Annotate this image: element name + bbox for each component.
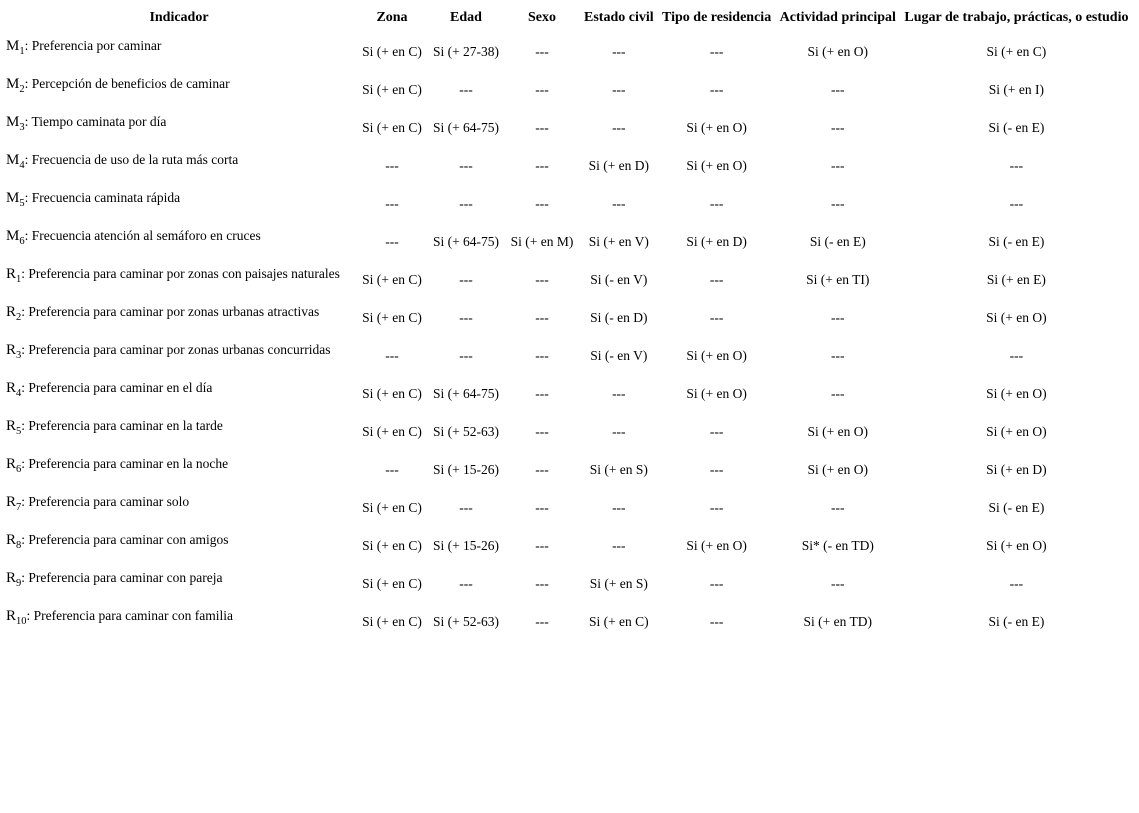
- cell-actividad-principal: Si (+ en O): [807, 424, 869, 439]
- indicator-subscript: 9: [16, 578, 22, 589]
- cell-zona: Si (+ en C): [362, 424, 422, 439]
- cell-tipo-residencia: Si (+ en O): [686, 120, 747, 135]
- indicator-code: M: [6, 190, 20, 206]
- cell-lugar-trabajo: Si (- en E): [988, 120, 1045, 135]
- cell-zona: Si (+ en C): [362, 538, 422, 553]
- indicator-cell: [3, 109, 355, 147]
- indicator-subscript: 7: [16, 502, 22, 513]
- indicator-subscript: 1: [19, 46, 25, 57]
- cell-tipo-residencia: Si (+ en O): [686, 386, 747, 401]
- indicator-cell: [3, 299, 355, 337]
- cell-edad: Si (+ 64-75): [432, 386, 500, 401]
- indicator-subscript: 4: [19, 160, 25, 171]
- cell-actividad-principal: ---: [831, 348, 845, 363]
- table-row: [3, 413, 1134, 451]
- cell-zona: Si (+ en C): [362, 82, 422, 97]
- indicator-cell: [3, 261, 355, 299]
- cell-estado-civil: Si (+ en D): [588, 158, 650, 173]
- table-row: [3, 33, 1134, 71]
- cell-lugar-trabajo: Si (+ en O): [986, 538, 1047, 553]
- cell-tipo-residencia: ---: [709, 614, 724, 629]
- indicator-subscript: 8: [16, 540, 22, 551]
- cell-lugar-trabajo: ---: [1009, 348, 1024, 363]
- cell-estado-civil: Si (+ en S): [589, 462, 648, 477]
- table-row: [3, 261, 1134, 299]
- table-row: [3, 299, 1134, 337]
- cell-edad: Si (+ 15-26): [432, 538, 500, 553]
- cell-actividad-principal: Si (+ en O): [807, 462, 869, 477]
- cell-edad: ---: [459, 576, 473, 591]
- table-row: [3, 109, 1134, 147]
- table-row: [3, 527, 1134, 565]
- cell-zona: Si (+ en C): [362, 310, 422, 325]
- table-row: [3, 223, 1134, 261]
- cell-sexo: ---: [535, 500, 549, 515]
- indicator-description: : Preferencia para caminar por zonas urbanas concurridas: [21, 342, 331, 357]
- cell-estado-civil: Si (+ en V): [588, 234, 649, 249]
- header-edad: Edad: [450, 10, 482, 25]
- cell-edad: Si (+ 27-38): [432, 44, 500, 59]
- indicator-subscript: 2: [19, 84, 25, 95]
- cell-edad: ---: [459, 272, 473, 287]
- cell-sexo: ---: [535, 310, 549, 325]
- cell-actividad-principal: Si (+ en TD): [803, 614, 873, 629]
- indicator-code: R: [6, 342, 17, 358]
- cell-estado-civil: Si (- en V): [590, 348, 648, 363]
- table-body: [3, 33, 1134, 641]
- cell-actividad-principal: ---: [831, 500, 845, 515]
- cell-zona: Si (+ en C): [362, 272, 422, 287]
- indicator-subscript: 1: [16, 274, 22, 285]
- cell-sexo: ---: [535, 538, 549, 553]
- cell-zona: Si (+ en C): [362, 500, 422, 515]
- indicator-cell: [3, 451, 355, 489]
- indicator-cell: [3, 603, 355, 641]
- header-lugar-trabajo: Lugar de trabajo, prácticas, o estudio: [904, 10, 1129, 25]
- indicator-cell: [3, 413, 355, 451]
- indicator-subscript: 6: [16, 464, 22, 475]
- indicator-description: : Frecuencia caminata rápida: [24, 190, 181, 205]
- cell-estado-civil: ---: [612, 538, 626, 553]
- indicator-subscript: 4: [16, 388, 22, 399]
- table-row: [3, 147, 1134, 185]
- cell-zona: ---: [385, 462, 399, 477]
- table-row: [3, 375, 1134, 413]
- cell-lugar-trabajo: ---: [1009, 196, 1024, 211]
- cell-actividad-principal: ---: [831, 310, 845, 325]
- cell-zona: Si (+ en C): [362, 386, 422, 401]
- cell-lugar-trabajo: Si (+ en E): [986, 272, 1046, 287]
- cell-estado-civil: ---: [612, 386, 626, 401]
- indicator-subscript: 3: [16, 350, 22, 361]
- cell-estado-civil: Si (+ en C): [588, 614, 649, 629]
- indicator-cell: [3, 223, 355, 261]
- cell-sexo: ---: [535, 614, 549, 629]
- cell-tipo-residencia: ---: [709, 462, 724, 477]
- indicator-cell: [3, 185, 355, 223]
- cell-sexo: ---: [535, 386, 549, 401]
- cell-tipo-residencia: Si (+ en D): [686, 234, 747, 249]
- cell-tipo-residencia: Si (+ en O): [686, 538, 747, 553]
- cell-zona: Si (+ en C): [362, 44, 422, 59]
- cell-sexo: ---: [535, 576, 549, 591]
- cell-actividad-principal: ---: [831, 196, 845, 211]
- cell-edad: Si (+ 64-75): [432, 120, 500, 135]
- cell-sexo: ---: [535, 348, 549, 363]
- cell-edad: ---: [459, 158, 473, 173]
- cell-edad: Si (+ 52-63): [432, 614, 500, 629]
- cell-sexo: ---: [535, 424, 549, 439]
- indicator-description: : Preferencia para caminar por zonas con paisajes naturales: [21, 266, 340, 281]
- cell-edad: Si (+ 15-26): [432, 462, 500, 477]
- cell-actividad-principal: ---: [831, 82, 845, 97]
- cell-tipo-residencia: ---: [709, 272, 724, 287]
- indicator-code: R: [6, 494, 17, 510]
- cell-estado-civil: ---: [612, 196, 626, 211]
- cell-actividad-principal: Si (+ en TI): [806, 272, 870, 287]
- cell-edad: ---: [459, 348, 473, 363]
- cell-edad: Si (+ 64-75): [432, 234, 500, 249]
- header-tipo-residencia: Tipo de residencia: [662, 10, 772, 25]
- indicator-cell: [3, 71, 355, 109]
- cell-lugar-trabajo: Si (+ en O): [986, 424, 1047, 439]
- cell-tipo-residencia: ---: [709, 82, 724, 97]
- indicator-cell: [3, 565, 355, 603]
- cell-lugar-trabajo: Si (- en E): [988, 614, 1045, 629]
- cell-lugar-trabajo: Si (- en E): [988, 500, 1045, 515]
- cell-zona: ---: [385, 348, 399, 363]
- indicator-description: : Frecuencia de uso de la ruta más corta: [24, 152, 239, 167]
- cell-actividad-principal: ---: [831, 386, 845, 401]
- cell-edad: ---: [459, 196, 473, 211]
- cell-edad: Si (+ 52-63): [432, 424, 500, 439]
- indicator-code: M: [6, 38, 20, 54]
- table-row: [3, 489, 1134, 527]
- header-row: [3, 3, 1134, 33]
- indicator-subscript: 3: [19, 122, 25, 133]
- indicator-subscript: 2: [16, 312, 22, 323]
- cell-zona: Si (+ en C): [362, 576, 422, 591]
- cell-zona: Si (+ en C): [362, 120, 422, 135]
- header-sexo: Sexo: [528, 10, 556, 25]
- cell-tipo-residencia: ---: [709, 576, 724, 591]
- indicator-code: M: [6, 114, 20, 130]
- cell-actividad-principal: Si* (- en TD): [801, 538, 874, 553]
- cell-zona: ---: [385, 196, 399, 211]
- indicator-subscript: 5: [19, 198, 25, 209]
- table-row: [3, 451, 1134, 489]
- indicator-code: R: [6, 418, 17, 434]
- indicator-description: : Preferencia para caminar por zonas urbanas atractivas: [21, 304, 320, 319]
- cell-lugar-trabajo: Si (+ en O): [986, 386, 1047, 401]
- cell-actividad-principal: ---: [831, 120, 845, 135]
- indicator-description: : Preferencia para caminar con familia: [26, 608, 234, 623]
- cell-sexo: ---: [535, 82, 549, 97]
- indicator-cell: [3, 337, 355, 375]
- cell-lugar-trabajo: Si (- en E): [988, 234, 1045, 249]
- indicator-description: : Preferencia por caminar: [24, 38, 162, 53]
- cell-lugar-trabajo: Si (+ en C): [986, 44, 1047, 59]
- cell-estado-civil: ---: [612, 424, 626, 439]
- cell-edad: ---: [459, 500, 473, 515]
- header-zona: Zona: [376, 10, 408, 25]
- cell-actividad-principal: ---: [831, 158, 845, 173]
- cell-estado-civil: ---: [612, 120, 626, 135]
- cell-tipo-residencia: ---: [709, 196, 724, 211]
- indicator-cell: [3, 489, 355, 527]
- cell-sexo: Si (+ en M): [510, 234, 574, 249]
- header-estado-civil: Estado civil: [584, 10, 654, 25]
- cell-edad: ---: [459, 82, 473, 97]
- cell-lugar-trabajo: Si (+ en D): [986, 462, 1047, 477]
- cell-sexo: ---: [535, 462, 549, 477]
- indicator-description: : Preferencia para caminar con amigos: [21, 532, 229, 547]
- cell-tipo-residencia: Si (+ en O): [686, 158, 747, 173]
- indicator-code: M: [6, 76, 20, 92]
- indicator-cell: [3, 147, 355, 185]
- cell-sexo: ---: [535, 44, 549, 59]
- cell-sexo: ---: [535, 196, 549, 211]
- indicator-code: M: [6, 228, 20, 244]
- cell-tipo-residencia: ---: [709, 424, 724, 439]
- cell-actividad-principal: Si (- en E): [809, 234, 866, 249]
- table-row: [3, 565, 1134, 603]
- table-row: [3, 185, 1134, 223]
- indicator-description: : Preferencia para caminar en la noche: [21, 456, 229, 471]
- cell-zona: ---: [385, 158, 399, 173]
- cell-sexo: ---: [535, 272, 549, 287]
- cell-tipo-residencia: Si (+ en O): [686, 348, 747, 363]
- table-row: [3, 71, 1134, 109]
- indicator-code: R: [6, 266, 17, 282]
- cell-tipo-residencia: ---: [709, 310, 724, 325]
- indicator-description: : Frecuencia atención al semáforo en cruces: [24, 228, 261, 243]
- indicator-description: : Preferencia para caminar solo: [21, 494, 190, 509]
- cell-tipo-residencia: ---: [709, 44, 724, 59]
- indicator-code: R: [6, 608, 17, 624]
- indicator-subscript: 5: [16, 426, 22, 437]
- cell-estado-civil: ---: [612, 500, 626, 515]
- indicator-table: [3, 3, 1134, 641]
- cell-lugar-trabajo: ---: [1009, 576, 1024, 591]
- indicator-cell: [3, 527, 355, 565]
- header-indicador: Indicador: [149, 10, 209, 25]
- indicator-subscript: 6: [19, 236, 25, 247]
- cell-edad: ---: [459, 310, 473, 325]
- cell-estado-civil: ---: [612, 44, 626, 59]
- cell-sexo: ---: [535, 158, 549, 173]
- indicator-description: : Tiempo caminata por día: [24, 114, 167, 129]
- indicator-code: R: [6, 456, 17, 472]
- cell-estado-civil: Si (- en V): [590, 272, 648, 287]
- cell-zona: Si (+ en C): [362, 614, 422, 629]
- cell-estado-civil: ---: [612, 82, 626, 97]
- indicator-code: R: [6, 380, 17, 396]
- indicator-cell: [3, 33, 355, 71]
- cell-tipo-residencia: ---: [709, 500, 724, 515]
- header-actividad-principal: Actividad principal: [779, 10, 896, 25]
- indicator-description: : Preferencia para caminar en el día: [21, 380, 213, 395]
- table-header: [3, 3, 1134, 33]
- table-row: [3, 337, 1134, 375]
- cell-estado-civil: Si (- en D): [590, 310, 648, 325]
- cell-lugar-trabajo: Si (+ en O): [986, 310, 1047, 325]
- indicator-subscript: 10: [16, 616, 27, 627]
- cell-lugar-trabajo: ---: [1009, 158, 1024, 173]
- cell-actividad-principal: Si (+ en O): [807, 44, 869, 59]
- indicator-description: : Preferencia para caminar en la tarde: [21, 418, 223, 433]
- indicator-description: : Preferencia para caminar con pareja: [21, 570, 223, 585]
- cell-estado-civil: Si (+ en S): [589, 576, 648, 591]
- indicator-description: : Percepción de beneficios de caminar: [24, 76, 230, 91]
- cell-lugar-trabajo: Si (+ en I): [988, 82, 1045, 97]
- indicator-code: R: [6, 532, 17, 548]
- indicator-cell: [3, 375, 355, 413]
- cell-actividad-principal: ---: [831, 576, 845, 591]
- indicator-code: R: [6, 304, 17, 320]
- table-row: [3, 603, 1134, 641]
- cell-zona: ---: [385, 234, 399, 249]
- cell-sexo: ---: [535, 120, 549, 135]
- indicator-code: R: [6, 570, 17, 586]
- indicator-code: M: [6, 152, 20, 168]
